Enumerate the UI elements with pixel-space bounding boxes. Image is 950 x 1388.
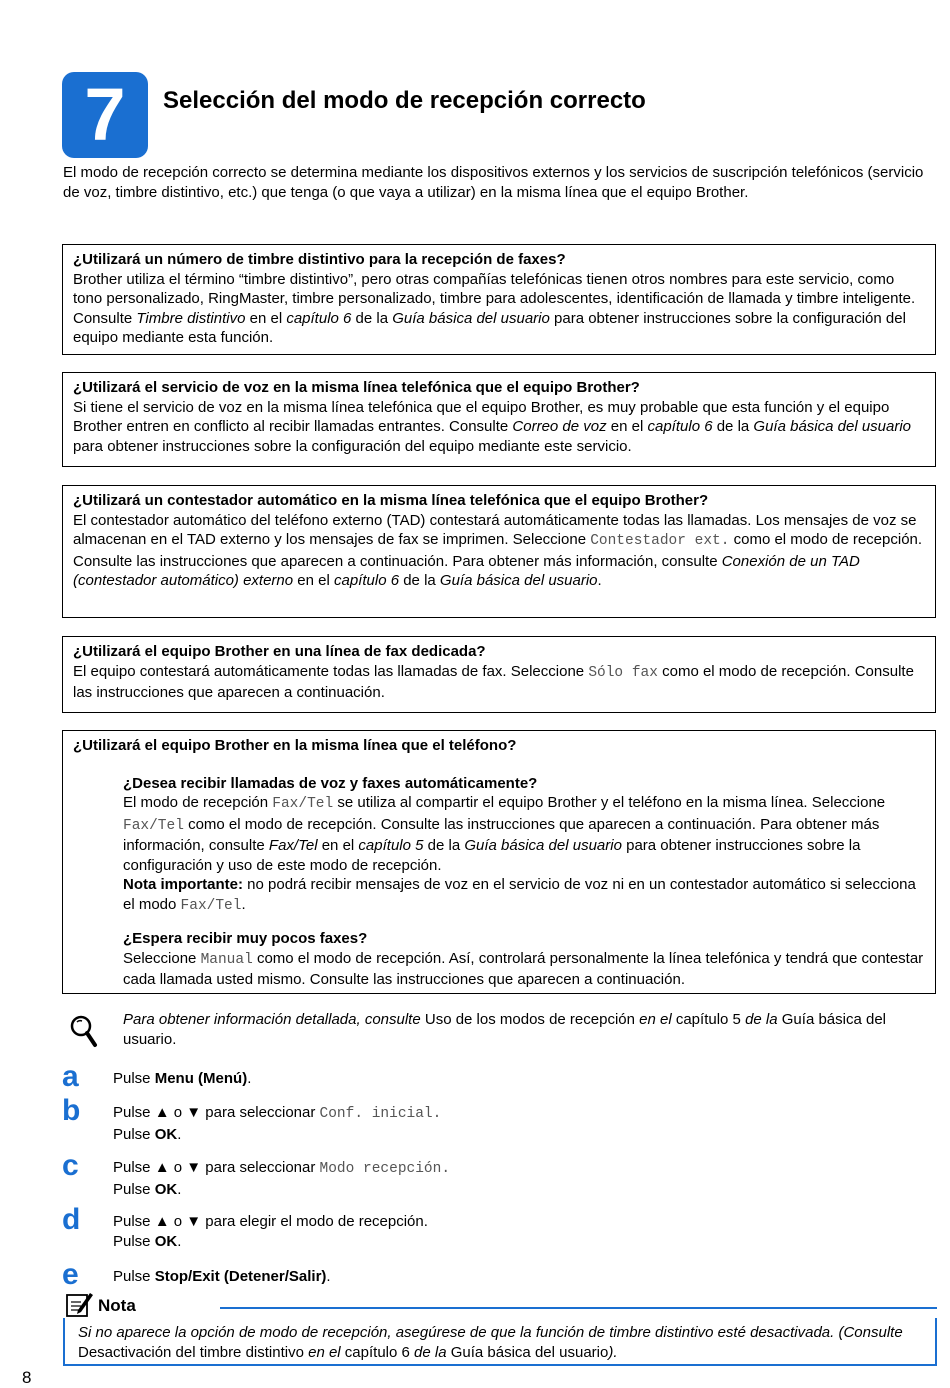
- note-pencil-icon: [64, 1290, 94, 1318]
- sub-answer-text: Seleccione Manual como el modo de recepción. Así, controlará personalmente la línea telefónica y tendrá que contestar cada llamada usted mismo. Consulte las instrucciones que aparecen a continuación.: [123, 949, 924, 988]
- question-heading: ¿Utilizará un contestador automático en la misma línea telefónica que el equipo Brother?: [73, 492, 709, 509]
- step-letter: a: [62, 1060, 79, 1093]
- step-text: Pulse ▲ o ▼ para seleccionar Modo recepción. Pulse OK.: [113, 1159, 451, 1198]
- answer-text: Si tiene el servicio de voz en la misma línea telefónica que el equipo Brother, es muy probable que esta función y el equipo Brother entren en conflicto al recibir llamadas entrantes. Consulte Correo de voz en el capítulo 6 de la Guía básica del usuario para obtener instrucciones sobre la configuración del equipo mediante este servicio.: [73, 398, 912, 455]
- down-arrow-icon: ▼: [186, 1159, 202, 1176]
- step-number-badge: 7: [62, 72, 148, 158]
- note-label: Nota: [98, 1296, 136, 1315]
- step-letter: d: [62, 1203, 81, 1236]
- step-text: Pulse Stop/Exit (Detener/Salir).: [113, 1268, 331, 1285]
- step-text: Pulse ▲ o ▼ para elegir el modo de recepción. Pulse OK.: [113, 1213, 428, 1250]
- step-letter: c: [62, 1149, 79, 1182]
- up-arrow-icon: ▲: [154, 1213, 170, 1230]
- question-heading: ¿Utilizará un número de timbre distintivo para la recepción de faxes?: [73, 251, 566, 268]
- up-arrow-icon: ▲: [154, 1159, 170, 1176]
- answer-text: El equipo contestará automáticamente todas las llamadas de fax. Seleccione Sólo fax como el modo de recepción. Consulte las instrucciones que aparecen a continuación.: [73, 662, 914, 701]
- question-box-distinctive-ring: [62, 244, 936, 355]
- step-text: Pulse Menu (Menú).: [113, 1070, 252, 1087]
- answer-text: Brother utiliza el término “timbre distintivo”, pero otras compañías telefónicas tienen otros nombres para este servicio, como tono personalizado, RingMaster, timbre personalizado, timbre para adolescentes, identificación de llamada y timbre inteligente. Consulte Timbre distintivo en el capítulo 6 de la Guía básica del usuario para obtener instrucciones sobre la configuración del equipo mediante esta función.: [73, 270, 916, 346]
- sub-question-heading: ¿Desea recibir llamadas de voz y faxes automáticamente?: [123, 774, 538, 792]
- up-arrow-icon: ▲: [154, 1104, 170, 1121]
- question-box-shared-line: [62, 730, 936, 994]
- note-divider: [220, 1307, 937, 1309]
- step-text: Pulse ▲ o ▼ para seleccionar Conf. inicial. Pulse OK.: [113, 1104, 442, 1143]
- question-heading: ¿Utilizará el servicio de voz en la misma línea telefónica que el equipo Brother?: [73, 379, 640, 396]
- question-box-voice-mail: [62, 372, 936, 467]
- intro-paragraph: El modo de recepción correcto se determina mediante los dispositivos externos y los servicios de suscripción telefónicos (servicio de voz, timbre distintivo, etc.) que tenga (o que vaya a utilizar) en la misma línea que el equipo Brother.: [63, 164, 924, 201]
- step-letter: e: [62, 1258, 79, 1291]
- question-heading: ¿Utilizará el equipo Brother en una línea de fax dedicada?: [73, 643, 486, 660]
- down-arrow-icon: ▼: [186, 1104, 202, 1121]
- note-text: Si no aparece la opción de modo de recepción, asegúrese de que la función de timbre distintivo esté desactivada. (Consulte Desactivación del timbre distintivo en el capítulo 6 de la Guía básica del usuario).: [78, 1324, 903, 1361]
- page-title: Selección del modo de recepción correcto: [163, 87, 646, 114]
- step-letter: b: [62, 1094, 81, 1127]
- sub-answer-text: El modo de recepción Fax/Tel se utiliza al compartir el equipo Brother y el teléfono en la misma línea. Seleccione Fax/Tel como el modo de recepción. Consulte las instrucciones que aparecen a continuación. Para obtener más información, consulte Fax/Tel en el capítulo 5 de la Guía básica del usuario para obtener instrucciones sobre la configuración y uso de este modo de recepción. Nota importante: no podrá recibir mensajes de voz en el servicio de voz ni en un contestador automático si selecciona el modo Fax/Tel.: [123, 794, 916, 914]
- question-box-dedicated-fax: [62, 636, 936, 713]
- magnifier-icon: [69, 1014, 99, 1048]
- question-box-answering-machine: [62, 485, 936, 618]
- question-heading: ¿Utilizará el equipo Brother en la misma línea que el teléfono?: [73, 737, 517, 754]
- tip-text: Para obtener información detallada, consulte Uso de los modos de recepción en el capítulo 5 de la Guía básica del usuario.: [123, 1011, 886, 1048]
- answer-text: El contestador automático del teléfono externo (TAD) contestará automáticamente todas las llamadas. Los mensajes de voz se almacenan en el TAD externo y los mensajes de fax se imprimen. Seleccione Contestador ext. como el modo de recepción. Consulte las instrucciones que aparecen a continuación. Para obtener más información, consulte Conexión de un TAD (contestador automático) externo en el capítulo 6 de la Guía básica del usuario.: [73, 511, 923, 589]
- down-arrow-icon: ▼: [186, 1213, 202, 1230]
- page-number: 8: [22, 1368, 32, 1387]
- sub-question-heading: ¿Espera recibir muy pocos faxes?: [123, 930, 368, 947]
